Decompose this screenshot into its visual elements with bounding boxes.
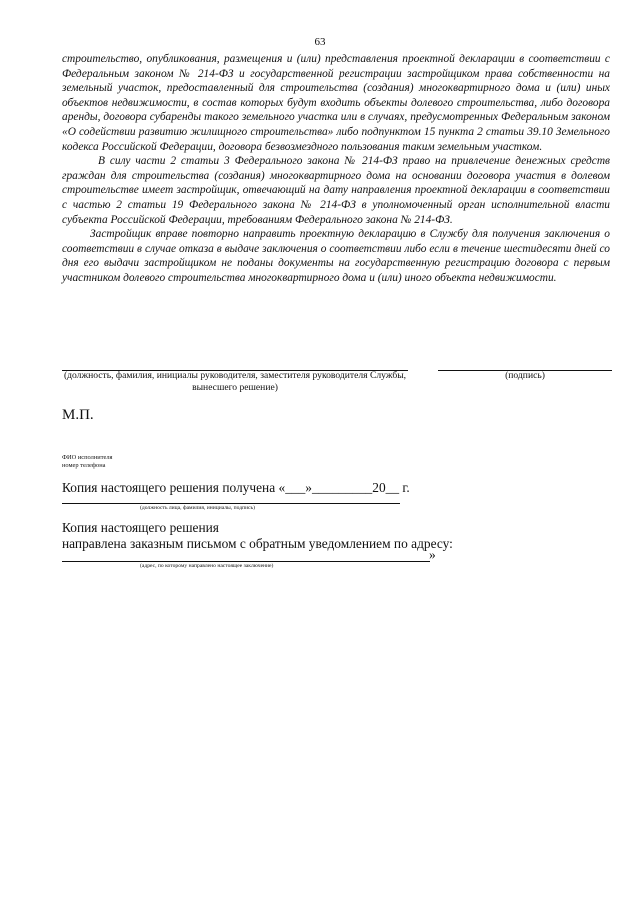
copy-received-line bbox=[62, 503, 400, 504]
address-caption: (адрес, по которому направлено настоящее заключение) bbox=[140, 563, 274, 569]
paragraph-1: строительство, опубликования, размещения и (или) представления проектной декларации в соответствии с Федеральным законом № 214-ФЗ и государственной регистрации застройщиком права собственности на земельный участок, предоставленный для строительства (создания) многоквартирного дома и (или) иных объектов недвижимости, в состав которых будут входить объекты долевого строительства, либо договора аренды, договора субаренды такого земельного участка или в случаях, предусмотренных Федеральным законом «О содействии развитию жилищного строительства» либо подпунктом 15 пункта 2 статьи 39.10 Земельного кодекса Российской Федерации, договора безвозмездного пользования таким земельным участком. bbox=[62, 53, 610, 153]
signature-caption: (подпись) bbox=[505, 370, 545, 381]
executor-name-label: ФИО исполнителя bbox=[62, 454, 113, 461]
copy-sent-line1: Копия настоящего решения bbox=[62, 520, 219, 535]
copy-received-text: Копия настоящего решения получена «___»_________20__ г. bbox=[62, 480, 410, 495]
copy-received-caption: (должность лица, фамилия, инициалы, подпись) bbox=[140, 505, 255, 511]
stamp-label: М.П. bbox=[62, 407, 94, 423]
paragraph-2: В силу части 2 статьи 3 Федерального закона № 214-ФЗ право на привлечение денежных средств граждан для строительства (создания) многоквартирного дома на основании договора участия в долевом строительстве имеет застройщик, отвечающий на дату направления проектной декларации в соответствии с частью 2 статьи 19 Федерального закона № 214-ФЗ в уполномоченный орган исполнительной власти субъекта Российской Федерации, требованиям Федерального закона № 214-ФЗ. bbox=[62, 155, 610, 226]
address-line bbox=[62, 561, 430, 562]
page-number: 63 bbox=[314, 36, 326, 48]
executor-phone-label: номер телефона bbox=[62, 462, 106, 469]
copy-sent-line2: направлена заказным письмом с обратным уведомлением по адресу: bbox=[62, 536, 453, 551]
closing-quote: » bbox=[429, 547, 436, 562]
paragraph-3: Застройщик вправе повторно направить проектную декларацию в Службу для получения заключения о соответствии в случае отказа в выдаче заключения о соответствии либо если в течение шестидесяти дней со дня его выдачи застройщиком не поданы документы на государственную регистрацию договора с первым участником долевого строительства многоквартирного дома и (или) иного объекта недвижимости. bbox=[62, 228, 610, 284]
official-caption: (должность, фамилия, инициалы руководителя, заместителя руководителя Службы, вынесшего решение) bbox=[63, 370, 407, 393]
body-text bbox=[62, 52, 610, 286]
